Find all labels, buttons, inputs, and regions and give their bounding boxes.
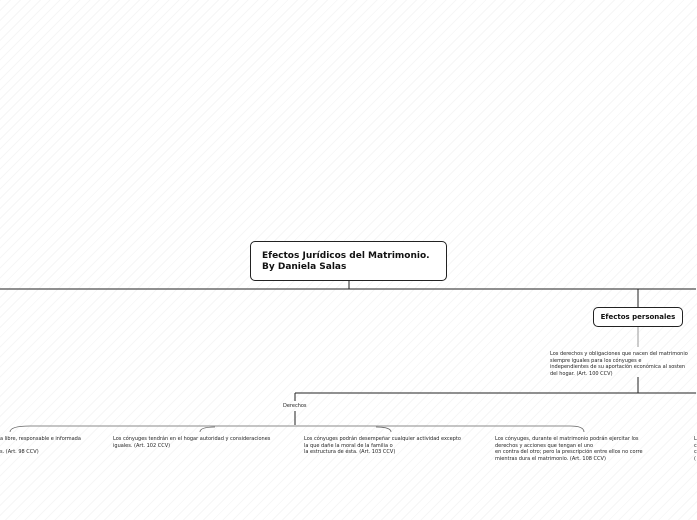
leaf-line: Los cónyuges podrán desempeñar cualquier actividad excepto — [304, 436, 461, 442]
topic-note — [550, 351, 688, 377]
note-line: Los derechos y obligaciones que nacen del matrimonio — [550, 351, 688, 357]
note-line: siempre iguales para los cónyuges e — [550, 357, 642, 364]
leaf-line: derechos y acciones que tengan el uno — [495, 442, 594, 449]
root-title-line-2: By Daniela Salas — [262, 262, 347, 272]
leaves-brace — [10, 426, 584, 432]
leaf-line: L — [694, 436, 697, 442]
leaf-cut-off[interactable] — [694, 436, 697, 462]
leaf-line: c — [694, 449, 697, 455]
root-node[interactable] — [250, 241, 447, 281]
leaf-line: s. (Art. 98 CCV) — [0, 449, 39, 455]
leaf-line: ( — [694, 455, 696, 462]
brace-tick-2 — [200, 427, 215, 432]
leaf-line: iguales. (Art. 102 CCV) — [113, 442, 171, 449]
leaf-line: a libre, responsable e informada — [0, 436, 81, 442]
note-line: independientes de su aportación económica al sosten — [550, 364, 686, 370]
branch-derechos[interactable]: Derechos — [283, 403, 307, 409]
leaf-art-102[interactable] — [113, 436, 270, 449]
leaf-line: mientras dura el matrimonio. (Art. 108 CCV) — [495, 455, 606, 462]
leaf-line: en contra del otro; pero la prescripción entre ellos no corre — [495, 449, 643, 455]
leaf-line: c — [694, 442, 697, 449]
leaf-line: Los cónyuges, durante el matrimonio podrán ejercitar los — [495, 436, 639, 442]
leaf-art-108[interactable] — [495, 436, 643, 462]
leaf-line: la que dañe la moral de la familia o — [304, 442, 393, 449]
leaf-line: la estructura de ésta. (Art. 103 CCV) — [304, 449, 396, 455]
root-title-line-1: Efectos Jurídicos del Matrimonio. — [262, 251, 430, 261]
note-line: del hogar. (Art. 100 CCV) — [550, 370, 613, 377]
topic-efectos-personales[interactable]: Efectos personales — [593, 307, 683, 327]
brace-tick-3 — [376, 427, 391, 432]
leaf-line: Los cónyuges tendrán en el hogar autoridad y consideraciones — [113, 436, 271, 442]
leaf-art-103[interactable] — [304, 436, 461, 456]
leaf-art-98[interactable] — [0, 436, 81, 456]
